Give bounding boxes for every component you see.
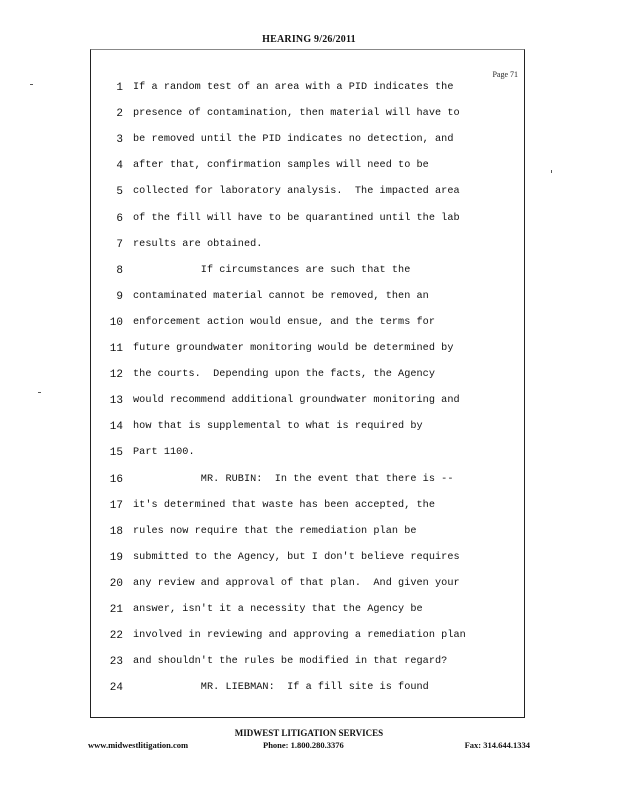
page-number: Page 71 — [492, 70, 518, 79]
line-number: 11 — [109, 343, 123, 355]
line-number: 9 — [116, 290, 123, 303]
line-number: 15 — [109, 447, 123, 460]
line-number: 23 — [109, 656, 123, 669]
line-text: answer, isn't it a necessity that the Agency be — [133, 604, 423, 615]
line-text: MR. RUBIN: In the event that there is -- — [133, 473, 454, 485]
footer-company: MIDWEST LITIGATION SERVICES — [234, 728, 384, 738]
line-number: 1 — [116, 82, 123, 94]
line-text: results are obtained. — [133, 238, 263, 250]
line-number: 18 — [109, 525, 123, 538]
line-text: of the fill will have to be quarantined until the lab — [133, 212, 460, 224]
footer-fax: Fax: 314.644.1334 — [464, 740, 530, 750]
line-number: 20 — [109, 577, 123, 590]
line-number: 3 — [116, 134, 123, 147]
line-number: 14 — [109, 421, 123, 434]
line-number: 4 — [116, 160, 123, 173]
line-text: involved in reviewing and approving a remediation plan — [133, 630, 466, 642]
scan-speck — [30, 84, 33, 85]
line-text: any review and approval of that plan. And given your — [133, 577, 460, 589]
line-number: 16 — [109, 473, 123, 486]
line-text: be removed until the PID indicates no detection, and — [133, 134, 454, 146]
line-number: 8 — [116, 264, 123, 277]
line-number: 7 — [116, 238, 123, 251]
transcript-page — [90, 49, 525, 718]
line-text: rules now require that the remediation plan be — [133, 525, 417, 537]
footer-website[interactable]: www.midwestlitigation.com — [88, 740, 189, 750]
footer-phone: Phone: 1.800.280.3376 — [263, 740, 344, 750]
scan-speck — [551, 170, 552, 173]
line-text: the courts. Depending upon the facts, the Agency — [133, 369, 436, 381]
line-text: Part 1100. — [133, 447, 195, 459]
line-number: 21 — [109, 604, 123, 616]
line-number: 6 — [116, 212, 123, 225]
scan-speck — [38, 392, 41, 393]
line-text: submitted to the Agency, but I don't believe requires — [133, 551, 460, 563]
line-text: enforcement action would ensue, and the terms for — [133, 316, 436, 328]
line-text: how that is supplemental to what is required by — [133, 421, 423, 433]
line-number: 13 — [109, 395, 123, 408]
line-number: 24 — [109, 682, 123, 695]
line-text: and shouldn't the rules be modified in that regard? — [133, 656, 448, 668]
line-text: MR. LIEBMAN: If a fill site is found — [133, 682, 429, 694]
line-number: 17 — [109, 499, 123, 512]
line-text: future groundwater monitoring would be determined by — [133, 343, 454, 354]
line-number: 22 — [109, 630, 123, 643]
line-text: If circumstances are such that the — [133, 264, 411, 276]
line-text: it's determined that waste has been accepted, the — [133, 499, 436, 511]
line-number: 10 — [109, 316, 123, 329]
line-number: 5 — [116, 186, 123, 199]
line-number: 12 — [109, 369, 123, 382]
line-text: If a random test of an area with a PID indicates the — [133, 82, 454, 93]
line-text: would recommend additional groundwater monitoring and — [133, 395, 460, 407]
line-text: contaminated material cannot be removed, then an — [133, 290, 429, 302]
line-number: 19 — [109, 551, 123, 564]
line-text: collected for laboratory analysis. The impacted area — [133, 186, 460, 198]
header-title: HEARING 9/26/2011 — [262, 34, 356, 45]
line-text: after that, confirmation samples will need to be — [133, 160, 429, 172]
line-text: presence of contamination, then material will have to — [133, 108, 460, 120]
line-number: 2 — [116, 108, 123, 121]
